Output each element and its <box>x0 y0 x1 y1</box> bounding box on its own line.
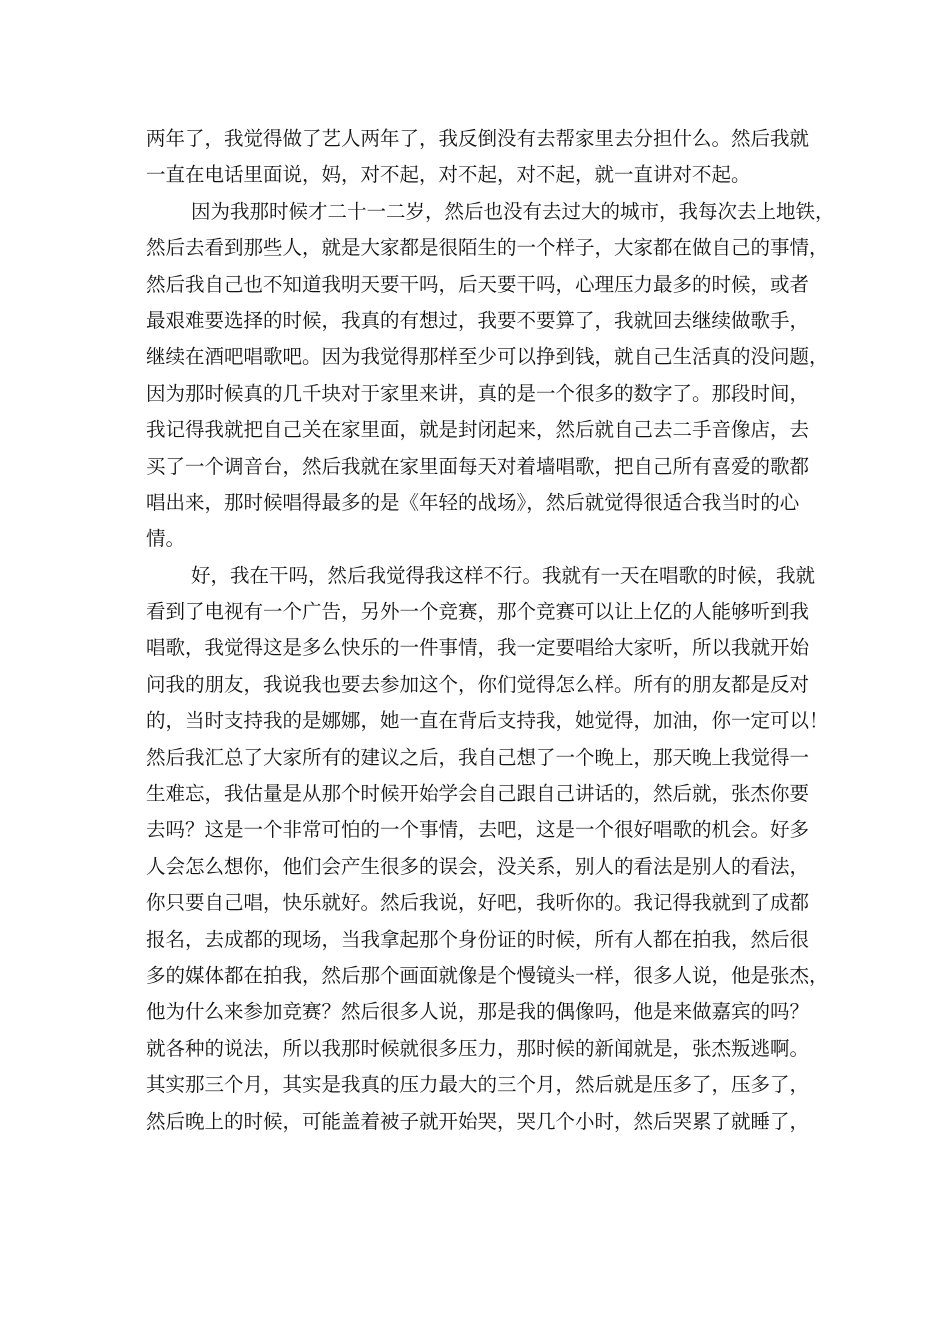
text-line: 情。 <box>146 527 186 551</box>
text-line: 人会怎么想你，他们会产生很多的误会，没关系，别人的看法是别人的看法， <box>146 854 810 878</box>
paragraph-start-line: 因为我那时候才二十一二岁，然后也没有去过大的城市，我每次去上地铁， <box>191 199 835 223</box>
text-line: 就各种的说法，所以我那时候就很多压力，那时候的新闻就是，张杰叛逃啊。 <box>146 1036 810 1060</box>
text-line: 你只要自己唱，快乐就好。然后我说，好吧，我听你的。我记得我就到了成都 <box>146 891 810 915</box>
text-line: 最艰难要选择的时候，我真的有想过，我要不要算了，我就回去继续做歌手， <box>146 308 810 332</box>
body-text <box>146 121 835 1140</box>
text-line: 一直在电话里面说，妈，对不起，对不起，对不起，就一直讲对不起。 <box>146 163 751 187</box>
text-line: 他为什么来参加竞赛？然后很多人说，那是我的偶像吗，他是来做嘉宾的吗？ <box>146 1000 810 1024</box>
text-line: 看到了电视有一个广告，另外一个竞赛，那个竞赛可以让上亿的人能够听到我 <box>146 600 810 624</box>
text-line: 其实那三个月，其实是我真的压力最大的三个月，然后就是压多了，压多了， <box>146 1073 810 1097</box>
text-line: 生难忘，我估量是从那个时候开始学会自己跟自己讲话的，然后就，张杰你要 <box>146 782 810 806</box>
text-line: 然后去看到那些人，就是大家都是很陌生的一个样子，大家都在做自己的事情， <box>146 236 829 260</box>
text-line: 买了一个调音台，然后我就在家里面每天对着墙唱歌，把自己所有喜爱的歌都 <box>146 454 810 478</box>
text-line: 然后晚上的时候，可能盖着被子就开始哭，哭几个小时，然后哭累了就睡了， <box>146 1109 810 1133</box>
text-line: 唱出来，那时候唱得最多的是《年轻的战场》，然后就觉得很适合我当时的心 <box>146 490 800 514</box>
paragraph-start-line: 好，我在干吗，然后我觉得我这样不行。我就有一天在唱歌的时候，我就 <box>191 563 816 587</box>
text-line: 报名，去成都的现场，当我拿起那个身份证的时候，所有人都在拍我，然后很 <box>146 927 810 951</box>
text-line: 两年了，我觉得做了艺人两年了，我反倒没有去帮家里去分担什么。然后我就 <box>146 127 810 150</box>
text-line: 然后我自己也不知道我明天要干吗，后天要干吗，心理压力最多的时候，或者 <box>146 272 810 296</box>
text-line: 唱歌，我觉得这是多么快乐的一件事情，我一定要唱给大家听，所以我就开始 <box>146 636 810 660</box>
text-line: 去吗？这是一个非常可怕的一个事情，去吧，这是一个很好唱歌的机会。好多 <box>146 818 810 842</box>
text-line: 然后我汇总了大家所有的建议之后，我自己想了一个晚上，那天晚上我觉得一 <box>146 745 810 769</box>
text-line: 多的媒体都在拍我，然后那个画面就像是个慢镜头一样，很多人说，他是张杰， <box>146 963 829 987</box>
text-line: 的，当时支持我的是娜娜，她一直在背后支持我，她觉得，加油，你一定可以！ <box>146 709 829 733</box>
text-line: 问我的朋友，我说我也要去参加这个，你们觉得怎么样。所有的朋友都是反对 <box>146 672 810 696</box>
text-line: 我记得我就把自己关在家里面，就是封闭起来，然后就自己去二手音像店，去 <box>146 418 810 442</box>
text-line: 继续在酒吧唱歌吧。因为我觉得那样至少可以挣到钱，就自己生活真的没问题， <box>146 345 829 369</box>
text-line: 因为那时候真的几千块对于家里来讲，真的是一个很多的数字了。那段时间， <box>146 381 810 405</box>
